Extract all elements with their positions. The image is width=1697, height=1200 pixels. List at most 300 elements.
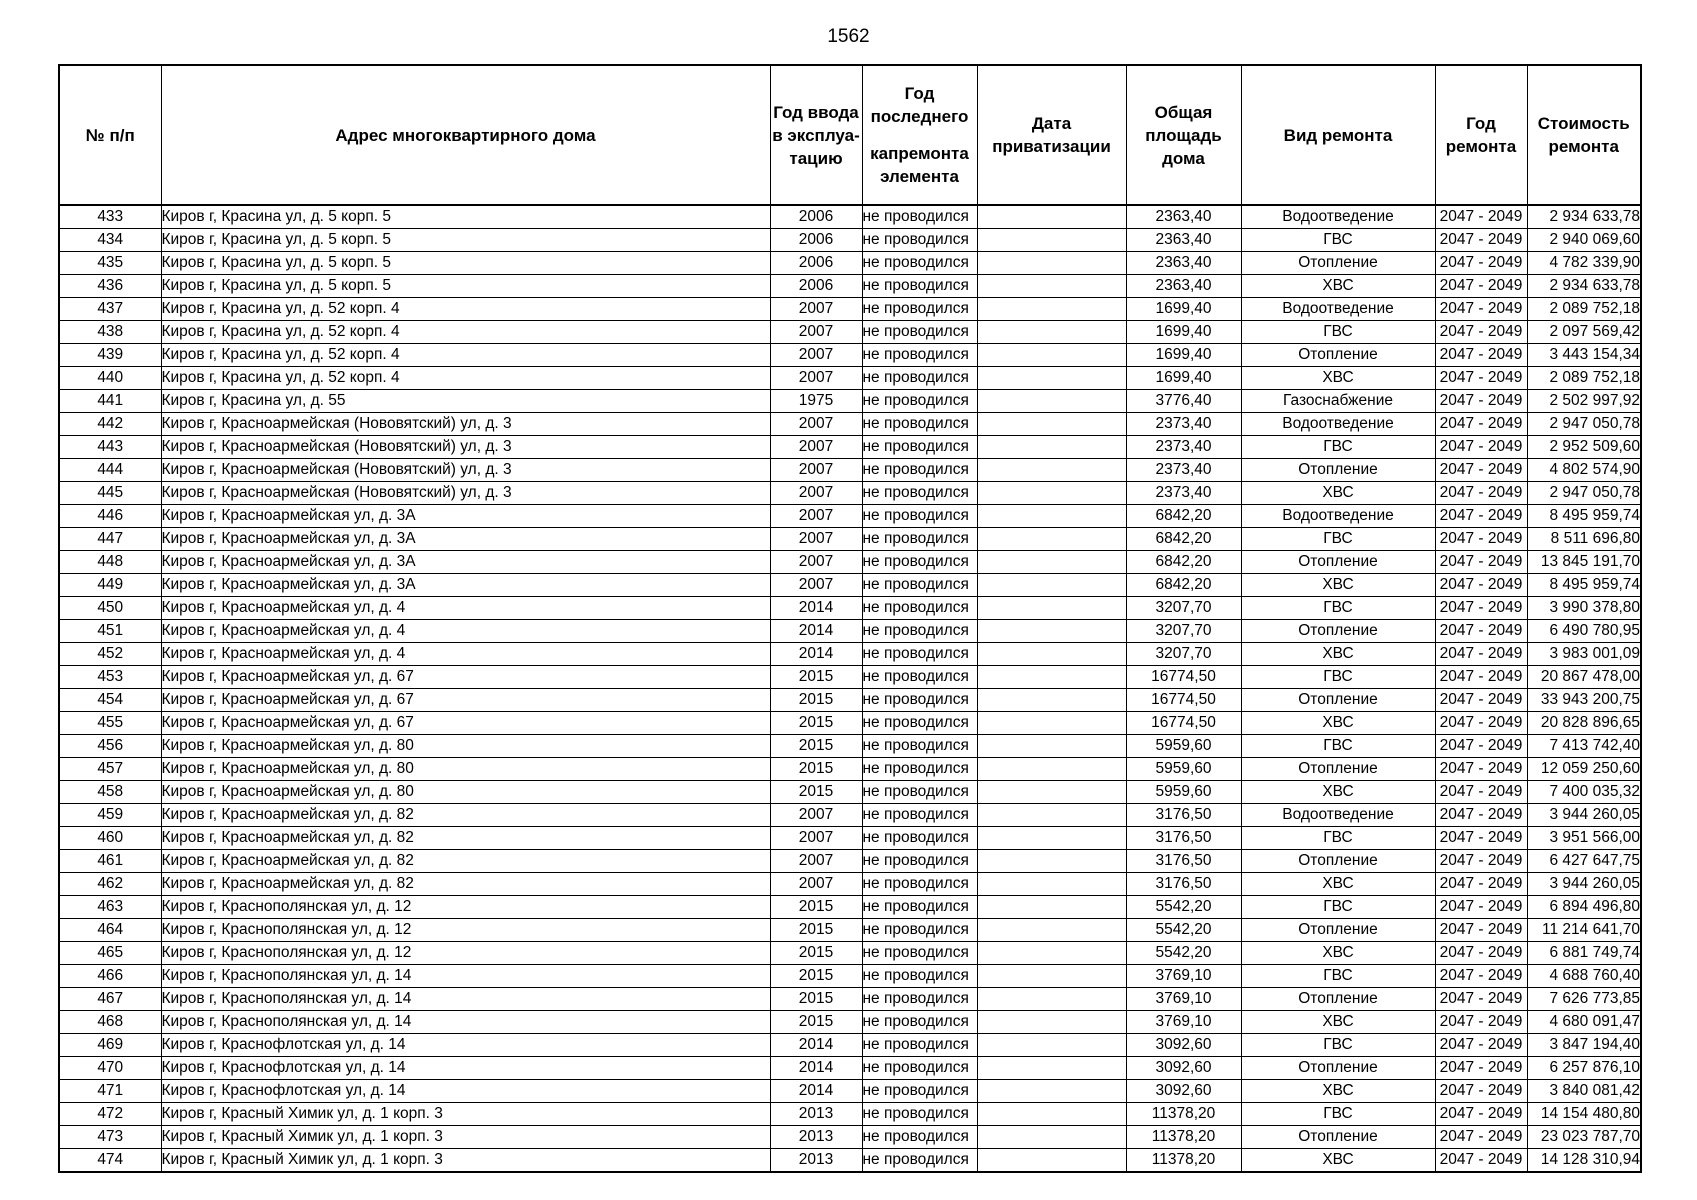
cell-year-commissioned: 2013 [770, 1126, 862, 1149]
cell-total-area: 1699,40 [1126, 367, 1241, 390]
cell-address: Киров г, Красноармейская ул, д. 67 [161, 666, 770, 689]
cell-repair-cost: 6 427 647,75 [1527, 850, 1641, 873]
cell-num: 440 [59, 367, 161, 390]
header-year-commissioned: Год ввода в эксплуа-тацию [770, 65, 862, 205]
cell-total-area: 11378,20 [1126, 1149, 1241, 1173]
table-row [59, 205, 1641, 229]
cell-repair-year: 2047 - 2049 [1435, 988, 1527, 1011]
table-row [59, 413, 1641, 436]
cell-repair-cost: 4 680 091,47 [1527, 1011, 1641, 1034]
cell-repair-type: Водоотведение [1241, 413, 1435, 436]
header-num: № п/п [59, 65, 161, 205]
cell-repair-year: 2047 - 2049 [1435, 873, 1527, 896]
cell-repair-type: Водоотведение [1241, 505, 1435, 528]
cell-last-repair: не проводился [862, 965, 977, 988]
cell-total-area: 2373,40 [1126, 459, 1241, 482]
cell-last-repair: не проводился [862, 942, 977, 965]
cell-total-area: 6842,20 [1126, 528, 1241, 551]
table-row [59, 1149, 1641, 1173]
cell-repair-cost: 3 983 001,09 [1527, 643, 1641, 666]
cell-privatization-date [977, 942, 1126, 965]
cell-privatization-date [977, 988, 1126, 1011]
cell-repair-cost: 12 059 250,60 [1527, 758, 1641, 781]
cell-privatization-date [977, 781, 1126, 804]
table-row [59, 1126, 1641, 1149]
cell-year-commissioned: 2007 [770, 804, 862, 827]
cell-repair-cost: 2 952 509,60 [1527, 436, 1641, 459]
cell-year-commissioned: 2007 [770, 436, 862, 459]
cell-year-commissioned: 2015 [770, 942, 862, 965]
cell-last-repair: не проводился [862, 344, 977, 367]
cell-year-commissioned: 2015 [770, 758, 862, 781]
cell-repair-cost: 23 023 787,70 [1527, 1126, 1641, 1149]
cell-address: Киров г, Красноармейская ул, д. 82 [161, 804, 770, 827]
cell-address: Киров г, Красноармейская ул, д. 3А [161, 551, 770, 574]
table-row [59, 505, 1641, 528]
cell-last-repair: не проводился [862, 873, 977, 896]
cell-last-repair: не проводился [862, 597, 977, 620]
table-row [59, 574, 1641, 597]
cell-repair-type: Отопление [1241, 850, 1435, 873]
cell-repair-year: 2047 - 2049 [1435, 551, 1527, 574]
cell-num: 446 [59, 505, 161, 528]
cell-privatization-date [977, 1011, 1126, 1034]
cell-repair-cost: 8 511 696,80 [1527, 528, 1641, 551]
table-row [59, 1034, 1641, 1057]
cell-last-repair: не проводился [862, 896, 977, 919]
cell-repair-cost: 3 443 154,34 [1527, 344, 1641, 367]
cell-privatization-date [977, 482, 1126, 505]
cell-address: Киров г, Красноармейская ул, д. 80 [161, 781, 770, 804]
cell-total-area: 1699,40 [1126, 344, 1241, 367]
cell-repair-cost: 4 688 760,40 [1527, 965, 1641, 988]
cell-privatization-date [977, 827, 1126, 850]
cell-address: Киров г, Краснофлотская ул, д. 14 [161, 1034, 770, 1057]
cell-total-area: 3176,50 [1126, 873, 1241, 896]
table-row [59, 275, 1641, 298]
cell-address: Киров г, Краснофлотская ул, д. 14 [161, 1057, 770, 1080]
cell-repair-cost: 14 154 480,80 [1527, 1103, 1641, 1126]
cell-repair-type: ГВС [1241, 321, 1435, 344]
cell-year-commissioned: 2007 [770, 505, 862, 528]
cell-privatization-date [977, 436, 1126, 459]
cell-total-area: 6842,20 [1126, 574, 1241, 597]
cell-repair-cost: 3 840 081,42 [1527, 1080, 1641, 1103]
cell-last-repair: не проводился [862, 459, 977, 482]
table-row [59, 436, 1641, 459]
cell-total-area: 16774,50 [1126, 666, 1241, 689]
cell-repair-type: Водоотведение [1241, 804, 1435, 827]
cell-year-commissioned: 2006 [770, 252, 862, 275]
cell-total-area: 5959,60 [1126, 781, 1241, 804]
cell-privatization-date [977, 597, 1126, 620]
cell-address: Киров г, Красный Химик ул, д. 1 корп. 3 [161, 1149, 770, 1173]
cell-num: 447 [59, 528, 161, 551]
cell-total-area: 11378,20 [1126, 1126, 1241, 1149]
cell-repair-cost: 6 894 496,80 [1527, 896, 1641, 919]
cell-repair-cost: 3 990 378,80 [1527, 597, 1641, 620]
cell-repair-type: Отопление [1241, 551, 1435, 574]
cell-repair-year: 2047 - 2049 [1435, 735, 1527, 758]
cell-repair-cost: 3 847 194,40 [1527, 1034, 1641, 1057]
cell-repair-cost: 8 495 959,74 [1527, 505, 1641, 528]
cell-privatization-date [977, 666, 1126, 689]
cell-privatization-date [977, 919, 1126, 942]
cell-last-repair: не проводился [862, 666, 977, 689]
cell-privatization-date [977, 252, 1126, 275]
cell-total-area: 2363,40 [1126, 205, 1241, 229]
cell-year-commissioned: 2014 [770, 1080, 862, 1103]
cell-year-commissioned: 2007 [770, 873, 862, 896]
table-row [59, 988, 1641, 1011]
cell-repair-cost: 3 944 260,05 [1527, 873, 1641, 896]
cell-address: Киров г, Красноармейская ул, д. 4 [161, 597, 770, 620]
cell-num: 433 [59, 205, 161, 229]
cell-num: 452 [59, 643, 161, 666]
cell-repair-cost: 6 257 876,10 [1527, 1057, 1641, 1080]
cell-total-area: 3176,50 [1126, 804, 1241, 827]
cell-repair-type: ХВС [1241, 482, 1435, 505]
cell-repair-year: 2047 - 2049 [1435, 505, 1527, 528]
cell-repair-year: 2047 - 2049 [1435, 1149, 1527, 1173]
cell-num: 444 [59, 459, 161, 482]
cell-num: 458 [59, 781, 161, 804]
cell-repair-type: ХВС [1241, 1080, 1435, 1103]
cell-repair-type: ХВС [1241, 574, 1435, 597]
table-row [59, 528, 1641, 551]
cell-repair-year: 2047 - 2049 [1435, 620, 1527, 643]
table-row [59, 321, 1641, 344]
cell-repair-year: 2047 - 2049 [1435, 1057, 1527, 1080]
cell-repair-type: Водоотведение [1241, 298, 1435, 321]
cell-address: Киров г, Красноармейская (Нововятский) ул, д. 3 [161, 459, 770, 482]
cell-last-repair: не проводился [862, 1034, 977, 1057]
cell-privatization-date [977, 459, 1126, 482]
cell-repair-cost: 2 947 050,78 [1527, 413, 1641, 436]
cell-year-commissioned: 1975 [770, 390, 862, 413]
cell-last-repair: не проводился [862, 689, 977, 712]
cell-address: Киров г, Красный Химик ул, д. 1 корп. 3 [161, 1103, 770, 1126]
cell-repair-cost: 2 089 752,18 [1527, 298, 1641, 321]
cell-address: Киров г, Красноармейская ул, д. 67 [161, 712, 770, 735]
cell-last-repair: не проводился [862, 205, 977, 229]
cell-address: Киров г, Краснополянская ул, д. 12 [161, 919, 770, 942]
cell-last-repair: не проводился [862, 758, 977, 781]
cell-repair-type: ХВС [1241, 942, 1435, 965]
cell-repair-type: ХВС [1241, 873, 1435, 896]
cell-total-area: 3776,40 [1126, 390, 1241, 413]
table-row [59, 735, 1641, 758]
cell-year-commissioned: 2015 [770, 689, 862, 712]
cell-address: Киров г, Краснополянская ул, д. 14 [161, 988, 770, 1011]
cell-repair-cost: 2 934 633,78 [1527, 275, 1641, 298]
cell-last-repair: не проводился [862, 298, 977, 321]
repair-registry-table [58, 64, 1642, 1173]
cell-num: 442 [59, 413, 161, 436]
table-body [59, 205, 1641, 1172]
cell-repair-type: ГВС [1241, 735, 1435, 758]
cell-repair-type: Отопление [1241, 459, 1435, 482]
cell-address: Киров г, Красноармейская ул, д. 80 [161, 735, 770, 758]
cell-last-repair: не проводился [862, 1057, 977, 1080]
cell-repair-type: ХВС [1241, 712, 1435, 735]
cell-repair-cost: 2 934 633,78 [1527, 205, 1641, 229]
cell-address: Киров г, Красноармейская (Нововятский) ул, д. 3 [161, 482, 770, 505]
cell-total-area: 3769,10 [1126, 988, 1241, 1011]
cell-repair-cost: 7 413 742,40 [1527, 735, 1641, 758]
cell-last-repair: не проводился [862, 620, 977, 643]
cell-repair-type: ГВС [1241, 827, 1435, 850]
header-row [59, 65, 1641, 205]
cell-repair-type: Отопление [1241, 620, 1435, 643]
cell-repair-type: ГВС [1241, 896, 1435, 919]
cell-privatization-date [977, 850, 1126, 873]
cell-address: Киров г, Красина ул, д. 5 корп. 5 [161, 275, 770, 298]
cell-address: Киров г, Красноармейская ул, д. 67 [161, 689, 770, 712]
header-last-repair-line1: Год последнего [870, 84, 969, 126]
cell-num: 472 [59, 1103, 161, 1126]
cell-last-repair: не проводился [862, 1080, 977, 1103]
cell-repair-year: 2047 - 2049 [1435, 1011, 1527, 1034]
cell-privatization-date [977, 712, 1126, 735]
cell-repair-year: 2047 - 2049 [1435, 781, 1527, 804]
cell-year-commissioned: 2014 [770, 620, 862, 643]
cell-total-area: 2373,40 [1126, 482, 1241, 505]
cell-address: Киров г, Красноармейская ул, д. 3А [161, 528, 770, 551]
cell-repair-year: 2047 - 2049 [1435, 1103, 1527, 1126]
cell-total-area: 3207,70 [1126, 597, 1241, 620]
cell-num: 468 [59, 1011, 161, 1034]
table-row [59, 781, 1641, 804]
table-row [59, 1103, 1641, 1126]
table-row [59, 229, 1641, 252]
cell-address: Киров г, Красный Химик ул, д. 1 корп. 3 [161, 1126, 770, 1149]
cell-address: Киров г, Красина ул, д. 52 корп. 4 [161, 367, 770, 390]
cell-total-area: 3092,60 [1126, 1080, 1241, 1103]
cell-repair-cost: 2 097 569,42 [1527, 321, 1641, 344]
cell-last-repair: не проводился [862, 528, 977, 551]
header-repair-year: Год ремонта [1435, 65, 1527, 205]
cell-num: 448 [59, 551, 161, 574]
cell-repair-type: ГВС [1241, 436, 1435, 459]
cell-privatization-date [977, 505, 1126, 528]
cell-last-repair: не проводился [862, 229, 977, 252]
cell-repair-type: Водоотведение [1241, 205, 1435, 229]
cell-privatization-date [977, 758, 1126, 781]
cell-last-repair: не проводился [862, 1011, 977, 1034]
cell-repair-type: ХВС [1241, 781, 1435, 804]
table-row [59, 896, 1641, 919]
cell-privatization-date [977, 620, 1126, 643]
cell-total-area: 5959,60 [1126, 758, 1241, 781]
cell-repair-cost: 13 845 191,70 [1527, 551, 1641, 574]
cell-privatization-date [977, 298, 1126, 321]
cell-repair-type: ХВС [1241, 275, 1435, 298]
cell-num: 441 [59, 390, 161, 413]
cell-repair-year: 2047 - 2049 [1435, 482, 1527, 505]
cell-privatization-date [977, 275, 1126, 298]
cell-total-area: 2373,40 [1126, 436, 1241, 459]
cell-year-commissioned: 2007 [770, 413, 862, 436]
cell-num: 460 [59, 827, 161, 850]
cell-total-area: 5542,20 [1126, 896, 1241, 919]
cell-repair-year: 2047 - 2049 [1435, 574, 1527, 597]
cell-repair-year: 2047 - 2049 [1435, 298, 1527, 321]
cell-privatization-date [977, 1149, 1126, 1173]
cell-address: Киров г, Красноармейская ул, д. 4 [161, 620, 770, 643]
cell-total-area: 3207,70 [1126, 620, 1241, 643]
cell-repair-type: ГВС [1241, 229, 1435, 252]
cell-total-area: 2363,40 [1126, 229, 1241, 252]
cell-repair-type: ГВС [1241, 528, 1435, 551]
cell-address: Киров г, Красноармейская ул, д. 82 [161, 873, 770, 896]
cell-repair-year: 2047 - 2049 [1435, 436, 1527, 459]
cell-num: 456 [59, 735, 161, 758]
header-privatization-date: Дата приватизации [977, 65, 1126, 205]
cell-total-area: 3092,60 [1126, 1057, 1241, 1080]
cell-year-commissioned: 2007 [770, 298, 862, 321]
cell-repair-cost: 8 495 959,74 [1527, 574, 1641, 597]
cell-total-area: 16774,50 [1126, 689, 1241, 712]
cell-repair-type: Отопление [1241, 919, 1435, 942]
cell-repair-cost: 7 400 035,32 [1527, 781, 1641, 804]
cell-privatization-date [977, 689, 1126, 712]
cell-repair-year: 2047 - 2049 [1435, 275, 1527, 298]
cell-num: 457 [59, 758, 161, 781]
table-row [59, 551, 1641, 574]
cell-last-repair: не проводился [862, 781, 977, 804]
cell-privatization-date [977, 1126, 1126, 1149]
cell-address: Киров г, Красноармейская ул, д. 3А [161, 505, 770, 528]
cell-address: Киров г, Краснополянская ул, д. 12 [161, 896, 770, 919]
cell-repair-year: 2047 - 2049 [1435, 1034, 1527, 1057]
cell-total-area: 5959,60 [1126, 735, 1241, 758]
cell-repair-type: ГВС [1241, 666, 1435, 689]
cell-repair-cost: 20 867 478,00 [1527, 666, 1641, 689]
table-row [59, 643, 1641, 666]
cell-repair-year: 2047 - 2049 [1435, 758, 1527, 781]
cell-repair-year: 2047 - 2049 [1435, 643, 1527, 666]
table-row [59, 367, 1641, 390]
cell-repair-type: Отопление [1241, 758, 1435, 781]
table-row [59, 620, 1641, 643]
cell-year-commissioned: 2015 [770, 965, 862, 988]
cell-privatization-date [977, 643, 1126, 666]
cell-year-commissioned: 2007 [770, 367, 862, 390]
cell-repair-year: 2047 - 2049 [1435, 1126, 1527, 1149]
cell-year-commissioned: 2014 [770, 1034, 862, 1057]
cell-repair-type: ГВС [1241, 1034, 1435, 1057]
cell-total-area: 3769,10 [1126, 965, 1241, 988]
cell-repair-cost: 6 881 749,74 [1527, 942, 1641, 965]
cell-num: 464 [59, 919, 161, 942]
cell-privatization-date [977, 804, 1126, 827]
cell-num: 459 [59, 804, 161, 827]
cell-privatization-date [977, 896, 1126, 919]
cell-year-commissioned: 2006 [770, 205, 862, 229]
cell-address: Киров г, Красина ул, д. 5 корп. 5 [161, 205, 770, 229]
table-row [59, 1011, 1641, 1034]
cell-privatization-date [977, 551, 1126, 574]
cell-repair-year: 2047 - 2049 [1435, 344, 1527, 367]
cell-repair-type: ХВС [1241, 643, 1435, 666]
cell-total-area: 3092,60 [1126, 1034, 1241, 1057]
table-row [59, 873, 1641, 896]
cell-total-area: 1699,40 [1126, 298, 1241, 321]
cell-address: Киров г, Красноармейская (Нововятский) ул, д. 3 [161, 413, 770, 436]
table-row [59, 712, 1641, 735]
cell-address: Киров г, Красноармейская ул, д. 80 [161, 758, 770, 781]
cell-privatization-date [977, 528, 1126, 551]
cell-last-repair: не проводился [862, 436, 977, 459]
cell-repair-year: 2047 - 2049 [1435, 528, 1527, 551]
cell-last-repair: не проводился [862, 827, 977, 850]
cell-last-repair: не проводился [862, 505, 977, 528]
header-last-repair [862, 65, 977, 205]
cell-last-repair: не проводился [862, 919, 977, 942]
table-row [59, 597, 1641, 620]
cell-repair-cost: 2 940 069,60 [1527, 229, 1641, 252]
page-number: 1562 [827, 26, 870, 47]
table-row [59, 252, 1641, 275]
cell-total-area: 6842,20 [1126, 505, 1241, 528]
table-row [59, 689, 1641, 712]
cell-repair-type: ХВС [1241, 367, 1435, 390]
cell-num: 449 [59, 574, 161, 597]
table-row [59, 1080, 1641, 1103]
cell-total-area: 2363,40 [1126, 275, 1241, 298]
cell-repair-year: 2047 - 2049 [1435, 1080, 1527, 1103]
cell-repair-cost: 6 490 780,95 [1527, 620, 1641, 643]
cell-repair-year: 2047 - 2049 [1435, 597, 1527, 620]
cell-privatization-date [977, 1034, 1126, 1057]
cell-year-commissioned: 2007 [770, 551, 862, 574]
cell-year-commissioned: 2015 [770, 735, 862, 758]
table-row [59, 758, 1641, 781]
cell-repair-type: Отопление [1241, 1126, 1435, 1149]
cell-total-area: 6842,20 [1126, 551, 1241, 574]
cell-repair-year: 2047 - 2049 [1435, 896, 1527, 919]
cell-last-repair: не проводился [862, 252, 977, 275]
cell-repair-cost: 3 944 260,05 [1527, 804, 1641, 827]
cell-num: 443 [59, 436, 161, 459]
cell-year-commissioned: 2007 [770, 850, 862, 873]
cell-total-area: 3207,70 [1126, 643, 1241, 666]
cell-num: 438 [59, 321, 161, 344]
cell-repair-type: Отопление [1241, 689, 1435, 712]
cell-total-area: 5542,20 [1126, 942, 1241, 965]
cell-repair-cost: 14 128 310,94 [1527, 1149, 1641, 1173]
cell-address: Киров г, Красина ул, д. 52 корп. 4 [161, 321, 770, 344]
cell-address: Киров г, Красина ул, д. 5 корп. 5 [161, 229, 770, 252]
cell-year-commissioned: 2015 [770, 712, 862, 735]
cell-num: 473 [59, 1126, 161, 1149]
cell-privatization-date [977, 1103, 1126, 1126]
cell-last-repair: не проводился [862, 367, 977, 390]
cell-address: Киров г, Красноармейская (Нововятский) ул, д. 3 [161, 436, 770, 459]
cell-repair-cost: 20 828 896,65 [1527, 712, 1641, 735]
cell-last-repair: не проводился [862, 712, 977, 735]
cell-num: 445 [59, 482, 161, 505]
cell-repair-cost: 11 214 641,70 [1527, 919, 1641, 942]
cell-last-repair: не проводился [862, 735, 977, 758]
cell-repair-type: ГВС [1241, 597, 1435, 620]
table-row [59, 1057, 1641, 1080]
cell-address: Киров г, Красноармейская ул, д. 3А [161, 574, 770, 597]
cell-year-commissioned: 2013 [770, 1103, 862, 1126]
cell-repair-type: Отопление [1241, 988, 1435, 1011]
cell-repair-type: Отопление [1241, 344, 1435, 367]
